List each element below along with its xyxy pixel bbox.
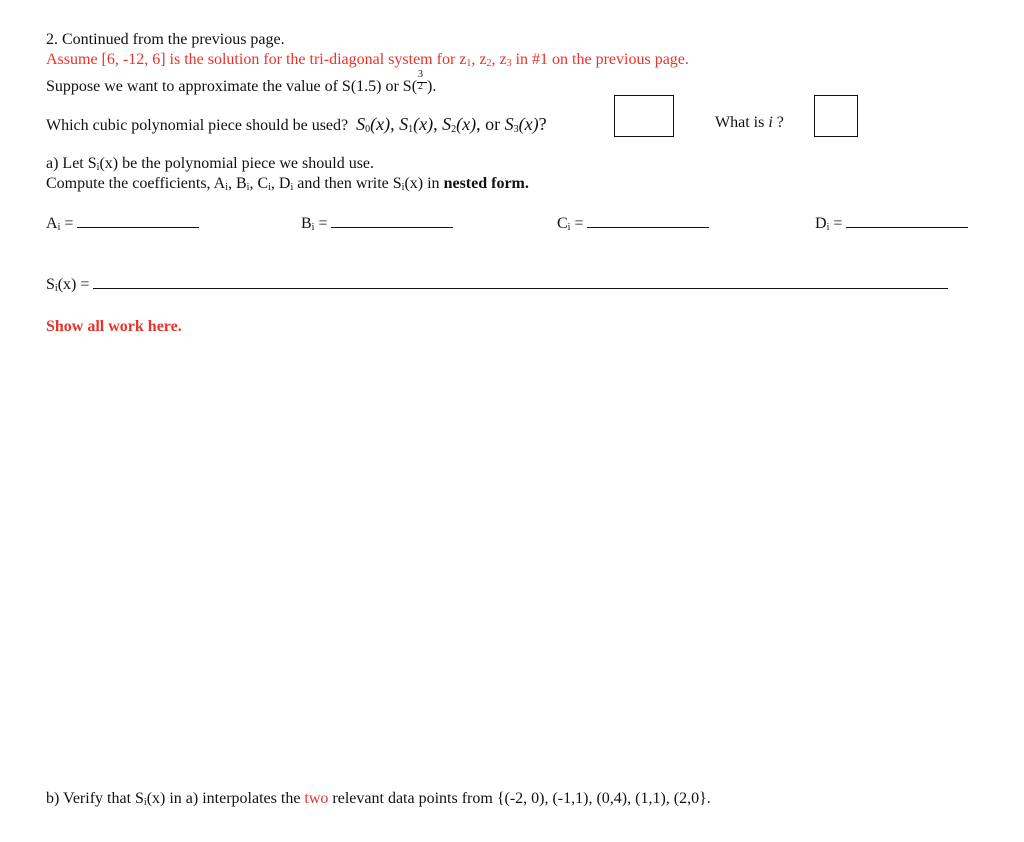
suppose-line: Suppose we want to approximate the value of S(1.5) or S( $\frac{3}{2}$ ).	[46, 69, 437, 95]
coef-c-blank[interactable]	[587, 226, 709, 228]
coef-d-blank[interactable]	[846, 226, 968, 228]
continued-line: 2. Continued from the previous page.	[46, 31, 285, 48]
coef-a-blank[interactable]	[77, 226, 199, 228]
piece-answer-box[interactable]	[614, 95, 674, 137]
si-nested-field[interactable]: $S_i(x)$ =	[46, 276, 948, 294]
i-answer-box[interactable]	[814, 95, 858, 137]
question-line: Which cubic polynomial piece should be used? $S_0(x)$, $S_1(x)$, $S_2(x)$, or $S_3(x)$?	[46, 114, 547, 135]
show-work-label: Show all work here.	[46, 318, 182, 335]
coef-d-field[interactable]: $D_i$ =	[815, 215, 968, 233]
part-a-line1: a) Let $S_i(x)$ be the polynomial piece we should use.	[46, 155, 375, 173]
part-a-line2: Compute the coefficients, $A_i$, $B_i$, $C_i$, $D_i$ and then write $S_i(x)$ in nested form.	[46, 175, 529, 193]
si-nested-blank[interactable]	[93, 287, 948, 289]
what-is-i-label: What is i ?	[715, 114, 784, 131]
coef-a-field[interactable]: $A_i$ =	[46, 215, 199, 233]
coef-b-blank[interactable]	[331, 226, 453, 228]
coef-b-field[interactable]: $B_i$ =	[301, 215, 453, 233]
coef-c-field[interactable]: $C_i$ =	[557, 215, 709, 233]
part-b-line: b) Verify that $S_i(x)$ in a) interpolates the two relevant data points from {(-2, 0), (-1,1), (0,4), (1,1), (2,0}.	[46, 790, 711, 808]
fraction-three-halves: $\frac{3}{2}$	[417, 76, 427, 92]
assume-line: Assume [6, -12, 6] is the solution for the tri-diagonal system for $z_1$, $z_2$, $z_3$ in #1 on the previous page.	[46, 51, 689, 69]
